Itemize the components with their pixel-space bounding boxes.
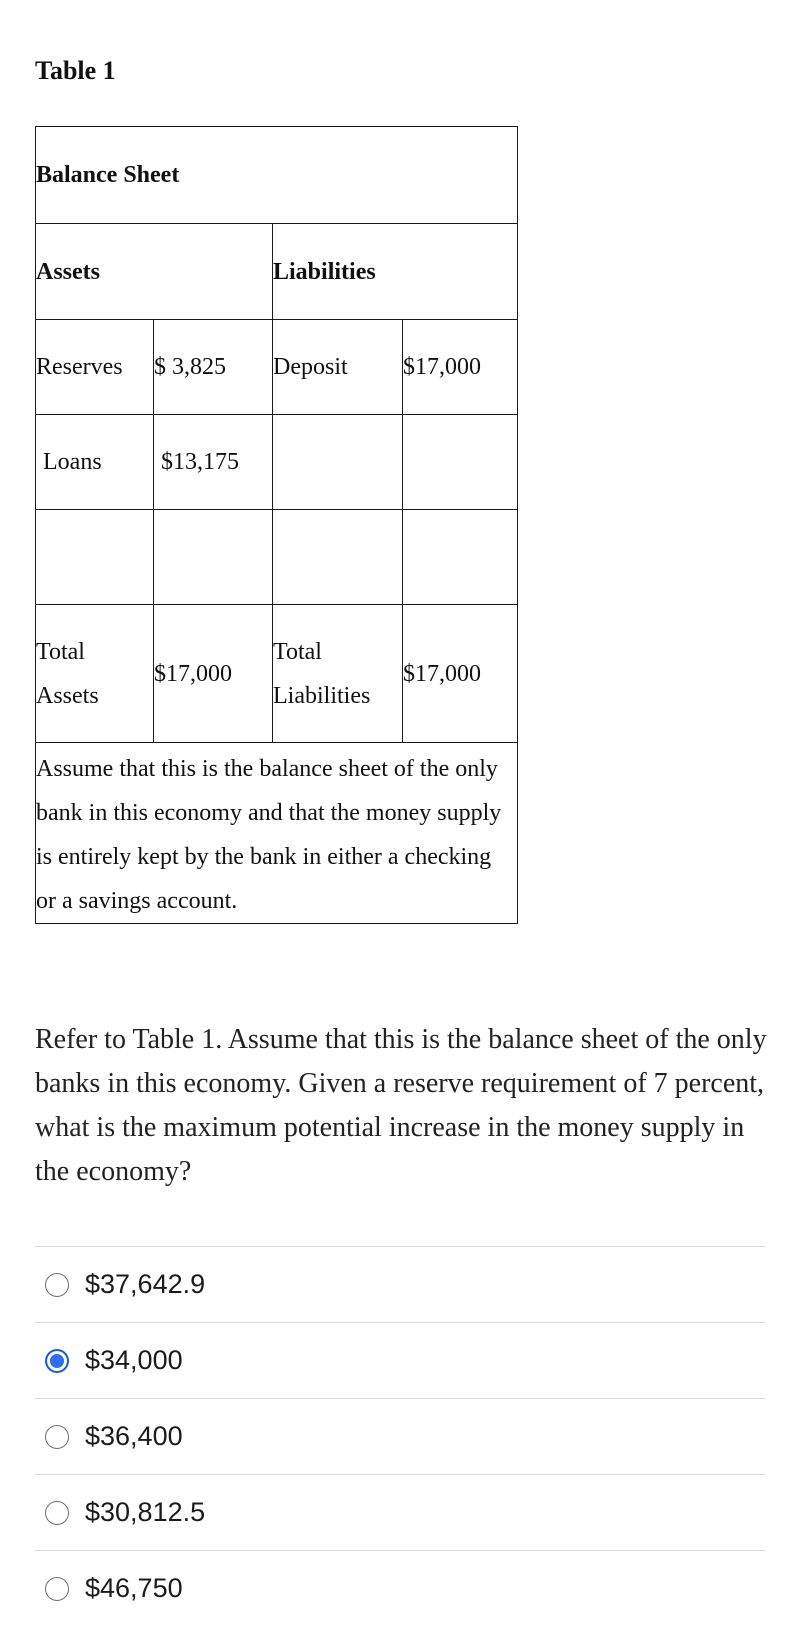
- liability-label: [273, 415, 403, 510]
- table-note: Assume that this is the balance sheet of the only bank in this economy and that the money supply is entirely kept by the bank in either a checking or a savings account.: [36, 743, 518, 924]
- total-assets-label: [36, 605, 154, 743]
- total-liabilities-value: $17,000: [403, 605, 518, 743]
- liability-value: [403, 415, 518, 510]
- liability-value: [403, 510, 518, 605]
- asset-value: [154, 510, 273, 605]
- liability-label: Deposit: [273, 320, 403, 415]
- table-row: [36, 510, 518, 605]
- answer-options: [35, 1246, 765, 1626]
- radio-button[interactable]: [45, 1425, 69, 1449]
- radio-button-selected[interactable]: [45, 1349, 69, 1373]
- balance-sheet-heading: Balance Sheet: [36, 127, 518, 224]
- total-assets-value: $17,000: [154, 605, 273, 743]
- radio-button[interactable]: [45, 1273, 69, 1297]
- total-assets-label-line1: Total: [36, 638, 85, 665]
- question-text: Refer to Table 1. Assume that this is the balance sheet of the only banks in this economy. Given a reserve requirement of 7 percent, what is the maximum potential increase in the money supply in the economy?: [35, 1024, 767, 1187]
- table-row: [36, 320, 518, 415]
- asset-label: Loans: [36, 415, 154, 510]
- answer-option-label: $37,642.9: [85, 1269, 206, 1299]
- answer-option[interactable]: [35, 1322, 765, 1398]
- table-title: Table 1: [35, 56, 116, 85]
- total-assets-label-line2: Assets: [36, 682, 99, 709]
- radio-button[interactable]: [45, 1501, 69, 1525]
- answer-option-label: $46,750: [85, 1573, 183, 1603]
- answer-option[interactable]: [35, 1398, 765, 1474]
- balance-sheet-table: [35, 126, 518, 924]
- answer-option[interactable]: [35, 1474, 765, 1550]
- asset-label: Reserves: [36, 320, 154, 415]
- answer-option-label: $30,812.5: [85, 1497, 206, 1527]
- liability-value: $17,000: [403, 320, 518, 415]
- total-liabilities-label-line2: Liabilities: [273, 682, 371, 709]
- asset-value: $13,175: [154, 415, 273, 510]
- asset-label: [36, 510, 154, 605]
- liability-label: [273, 510, 403, 605]
- answer-option-label: $36,400: [85, 1421, 183, 1451]
- answer-option[interactable]: [35, 1246, 765, 1322]
- total-liabilities-label: [273, 605, 403, 743]
- radio-button[interactable]: [45, 1577, 69, 1601]
- totals-row: [36, 605, 518, 743]
- answer-option[interactable]: [35, 1550, 765, 1626]
- table-row: [36, 415, 518, 510]
- answer-option-label: $34,000: [85, 1345, 183, 1375]
- assets-header: Assets: [36, 224, 273, 320]
- asset-value: $ 3,825: [154, 320, 273, 415]
- liabilities-header: Liabilities: [273, 224, 518, 320]
- total-liabilities-label-line1: Total: [273, 638, 322, 665]
